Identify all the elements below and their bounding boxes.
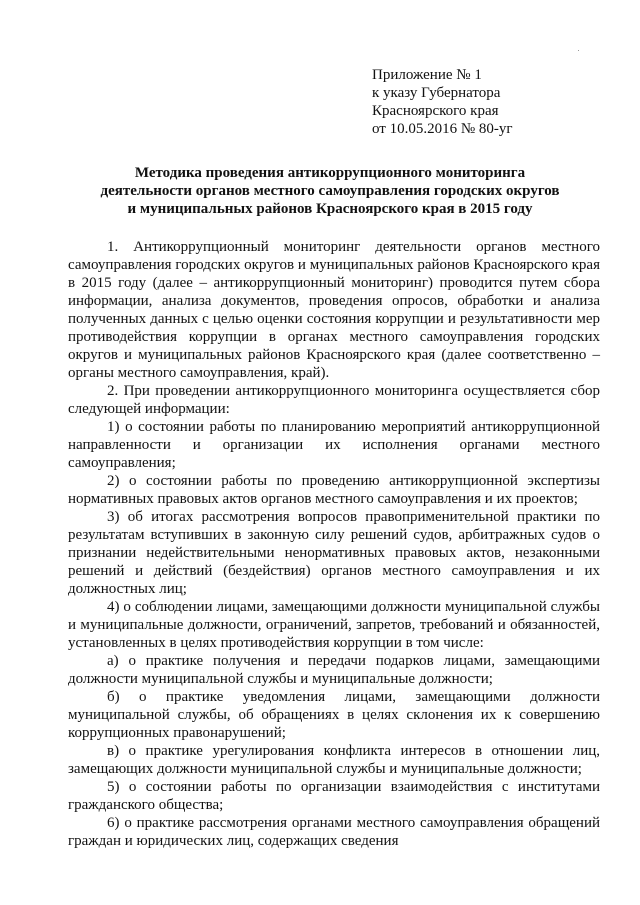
title-line: Методика проведения антикоррупционного мониторинга — [134, 165, 526, 181]
title-line: деятельности органов местного самоуправления городских округов — [100, 183, 560, 199]
paragraph-item-2: 2) о состоянии работы по проведению антикоррупционной экспертизы нормативных правовых актов органов местного самоуправления и их проектов; — [68, 473, 600, 507]
document-title — [60, 164, 600, 218]
paragraph-item-4: 4) о соблюдении лицами, замещающими должности муниципальной службы и муниципальные должности, ограничений, запретов, требований и обязанностей, установленных в целях противодействия коррупции в том числе: — [68, 599, 600, 651]
paragraph-item-6: 6) о практике рассмотрения органами местного самоуправления обращений граждан и юридических лиц, содержащих сведения — [68, 815, 600, 849]
appendix-line: к указу Губернатора — [372, 85, 501, 101]
paragraph-subitem-v: в) о практике урегулирования конфликта интересов в отношении лиц, замещающих должности муниципальной службы и муниципальные должности; — [68, 743, 600, 777]
appendix-line: Приложение № 1 — [372, 67, 482, 83]
title-line: и муниципальных районов Красноярского края в 2015 году — [127, 201, 533, 217]
appendix-line: Красноярского края — [372, 103, 499, 119]
paragraph-1: 1. Антикоррупционный мониторинг деятельности органов местного самоуправления городских округов и муниципальных районов Красноярского края в 2015 году (далее – антикоррупционный мониторинг) проводится путем сбора информации, анализа документов, проведения опросов, обработки и анализа полученных данных с целью оценки состояния коррупции и результативности мер противодействия коррупции в органах местного самоуправления городских округов и муниципальных районов Красноярского края (далее соответственно – органы местного самоуправления, край). — [68, 239, 600, 381]
paragraph-item-3: 3) об итогах рассмотрения вопросов правоприменительной практики по результатам вступивших в законную силу решений судов, арбитражных судов о признании недействительными ненормативных правовых актов, незаконными решений и действий (бездействия) органов местного самоуправления и их должностных лиц; — [68, 509, 600, 597]
paragraph-item-1: 1) о состоянии работы по планированию мероприятий антикоррупционной направленности и организации их исполнения органами местного самоуправления; — [68, 419, 600, 471]
paragraph-item-5: 5) о состоянии работы по организации взаимодействия с институтами гражданского общества; — [68, 779, 600, 813]
appendix-reference — [372, 66, 513, 138]
paragraph-subitem-b: б) о практике уведомления лицами, замещающими должности муниципальной службы, об обращениях в целях склонения их к совершению коррупционных правонарушений; — [68, 689, 600, 741]
appendix-line: от 10.05.2016 № 80-уг — [372, 121, 513, 137]
scan-speck — [578, 50, 579, 51]
document-body — [68, 238, 600, 850]
paragraph-2: 2. При проведении антикоррупционного мониторинга осуществляется сбор следующей информации: — [68, 383, 600, 417]
paragraph-subitem-a: а) о практике получения и передачи подарков лицами, замещающими должности муниципальной службы и муниципальные должности; — [68, 653, 600, 687]
